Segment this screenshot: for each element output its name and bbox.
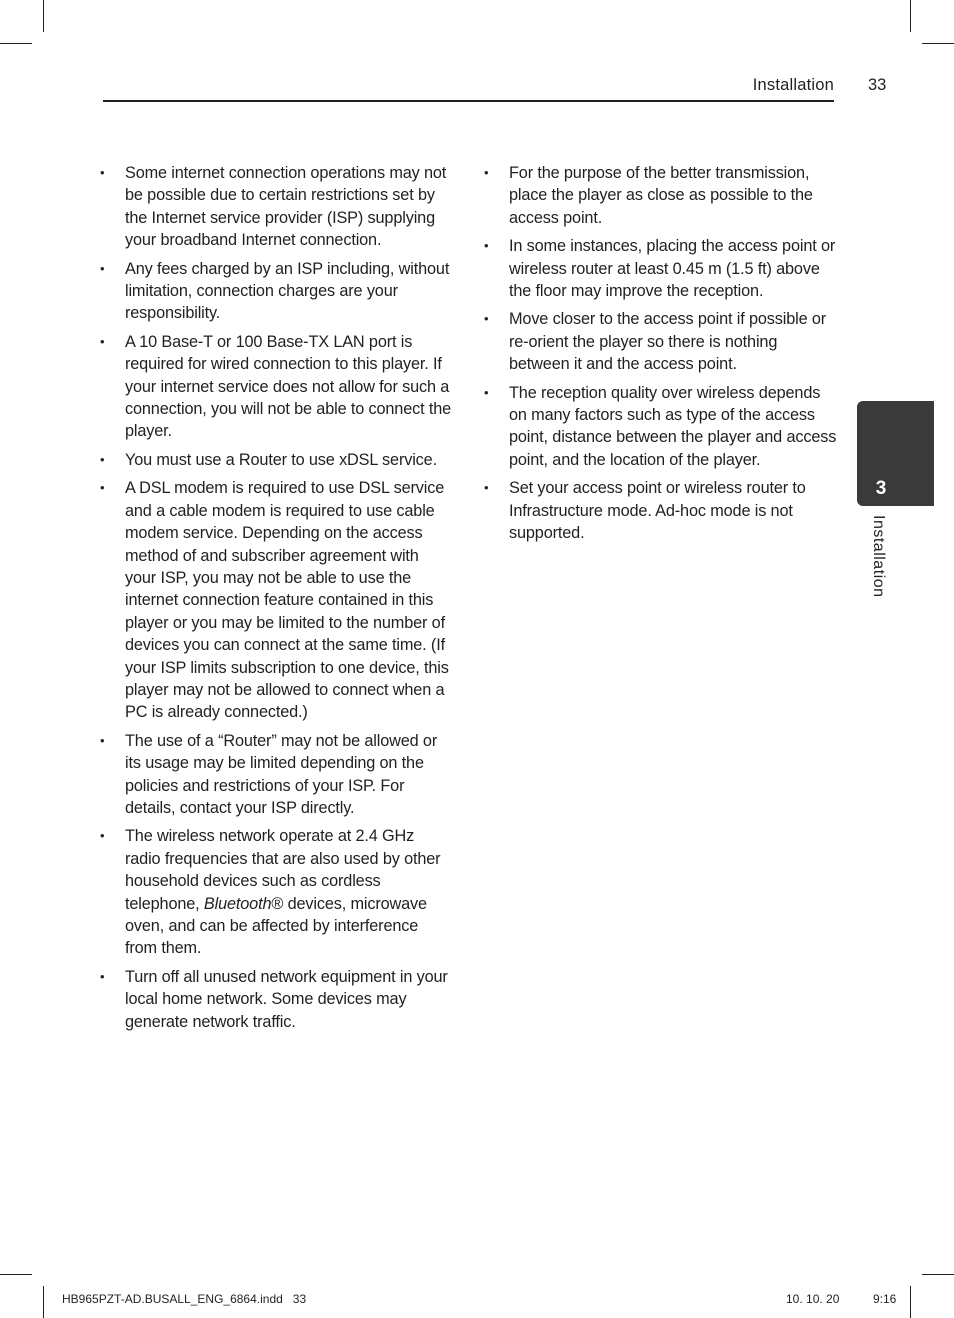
footer-time: 9:16 <box>873 1292 897 1306</box>
list-item <box>100 730 453 820</box>
crop-mark <box>43 0 44 32</box>
crop-mark <box>922 43 954 44</box>
chapter-tab <box>857 401 934 506</box>
list-item <box>484 382 837 472</box>
list-item-text: Turn off all unused network equipment in your local home network. Some devices may generate network traffic. <box>125 967 448 1031</box>
footer-date: 10. 10. 20 <box>786 1292 840 1306</box>
bullet-icon: • <box>100 165 105 180</box>
crop-mark <box>910 0 911 32</box>
crop-mark <box>922 1274 954 1275</box>
chapter-number: 3 <box>875 478 887 499</box>
list-item <box>100 258 453 325</box>
list-item <box>100 825 453 959</box>
crop-mark <box>43 1286 44 1318</box>
crop-mark <box>0 43 32 44</box>
list-item <box>100 331 453 443</box>
list-item <box>100 966 453 1033</box>
bullet-icon: • <box>100 333 105 349</box>
page-number: 33 <box>868 76 887 94</box>
list-item-text: In some instances, placing the access point or wireless router at least 0.45 m (1.5 ft) above the floor may improve the reception. <box>509 237 836 301</box>
bullet-icon: • <box>100 968 105 984</box>
left-bullet-list <box>100 162 453 1039</box>
list-item-text: Set your access point or wireless router to Infrastructure mode. Ad-hoc mode is not supported. <box>509 479 806 543</box>
bullet-icon: • <box>100 451 105 467</box>
list-item-text: For the purpose of the better transmission, place the player as close as possible to the access point. <box>509 164 813 227</box>
bullet-icon: • <box>484 311 489 327</box>
right-bullet-list <box>484 162 837 551</box>
crop-mark <box>0 1274 32 1275</box>
list-item <box>100 162 453 252</box>
list-item <box>484 162 837 229</box>
list-item <box>100 477 453 723</box>
section-title: Installation <box>752 76 834 94</box>
bullet-icon: • <box>484 480 489 496</box>
list-item-text: The use of a “Router” may not be allowed or its usage may be limited depending on the policies and restrictions of your ISP. For details, contact your ISP directly. <box>125 731 438 817</box>
bullet-icon: • <box>484 238 489 254</box>
list-item <box>484 477 837 544</box>
list-item-text: Some internet connection operations may not be possible due to certain restrictions set by the Internet service provider (ISP) supplying your broadband Internet connection. <box>125 164 447 250</box>
footer-file-info: HB965PZT-AD.BUSALL_ENG_6864.indd 33 <box>62 1292 307 1306</box>
list-item-text: Move closer to the access point if possible or re-orient the player so there is nothing between it and the access point. <box>509 310 827 374</box>
list-item <box>484 308 837 375</box>
bullet-icon: • <box>484 384 489 400</box>
list-item-text: You must use a Router to use xDSL service. <box>125 450 437 469</box>
bullet-icon: • <box>100 480 105 496</box>
list-item-text: The reception quality over wireless depends on many factors such as type of the access point, distance between the player and access point, and the location of the player. <box>509 383 837 469</box>
list-item <box>484 235 837 302</box>
crop-mark <box>910 1286 911 1318</box>
bullet-icon: • <box>100 828 105 844</box>
list-item <box>100 449 453 471</box>
bullet-icon: • <box>484 165 489 180</box>
bullet-icon: • <box>100 732 105 748</box>
wireless-text-start: The wireless network operate at 2.4 GHz radio frequencies that are also used by other household devices such as cordless telephone, <box>125 827 441 913</box>
bluetooth-brand-text: Bluetooth <box>203 894 272 913</box>
chapter-label: Installation <box>870 515 887 598</box>
list-item-text: A DSL modem is required to use DSL service and a cable modem is required to use cable modem service. Depending on the access method of and subscriber agreement with your ISP, you may not be able to use the internet connection feature contained in this player or you may be limited to the number of devices you can connect at the same time. (If your ISP limits subscription to one device, this player may not be allowed to connect when a PC is already connected.) <box>125 479 449 722</box>
list-item-text: Any fees charged by an ISP including, without limitation, connection charges are your responsibility. <box>125 259 450 323</box>
bullet-icon: • <box>100 260 105 276</box>
list-item-text <box>125 825 453 959</box>
list-item-text: A 10 Base-T or 100 Base-TX LAN port is required for wired connection to this player. If your internet service does not allow for such a connection, you will not be able to connect the player. <box>125 332 452 441</box>
header-rule <box>103 100 834 102</box>
wireless-text-end: ® devices, microwave oven, and can be affected by interference from them. <box>125 894 427 958</box>
